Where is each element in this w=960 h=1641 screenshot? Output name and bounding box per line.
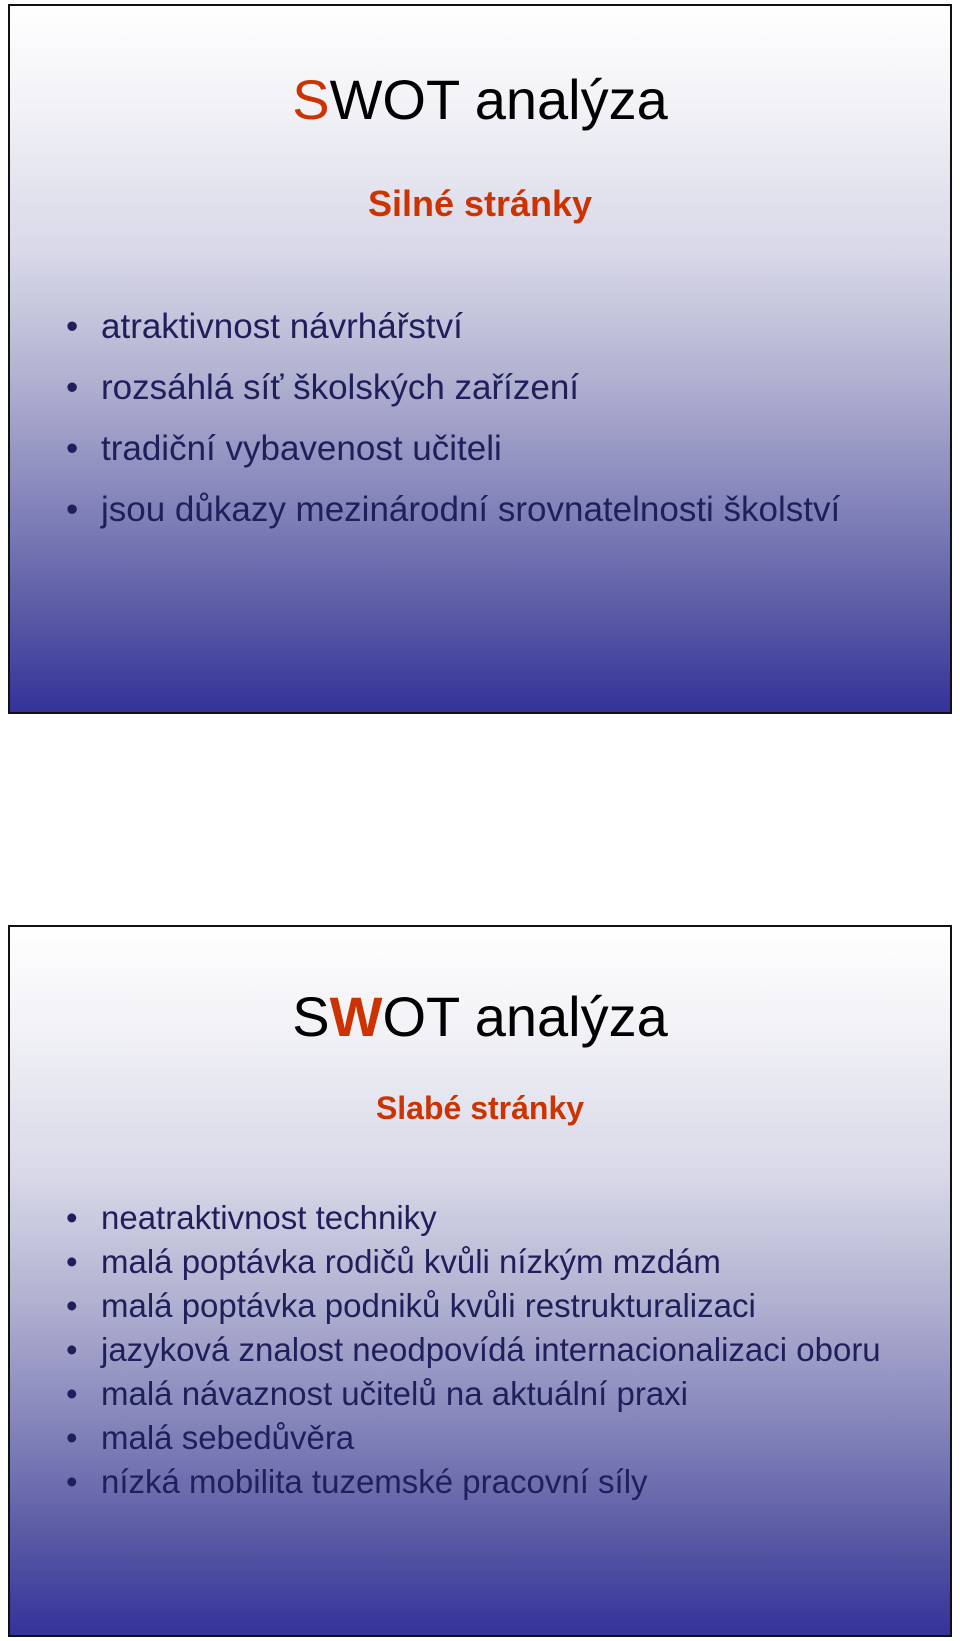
title-accent-letter: S — [292, 68, 330, 131]
slide-strengths — [8, 4, 952, 714]
list-item-text: jsou důkazy mezinárodní srovnatelnosti školství — [101, 490, 841, 529]
bullet-icon: • — [66, 1199, 78, 1236]
list-item — [66, 1199, 910, 1236]
list-item — [66, 428, 910, 470]
bullet-icon: • — [66, 1243, 78, 1280]
list-item — [66, 306, 910, 348]
bullet-icon: • — [66, 368, 79, 407]
list-item-text: malá poptávka podniků kvůli restrukturalizaci — [101, 1287, 756, 1324]
list-item — [66, 1463, 910, 1500]
list-item-text: neatraktivnost techniky — [101, 1199, 437, 1236]
title-rest: WOT analýza — [329, 68, 668, 131]
bullet-icon: • — [66, 429, 79, 468]
list-item — [66, 1287, 910, 1324]
bullet-icon: • — [66, 307, 79, 346]
list-item — [66, 1331, 910, 1368]
slide-title — [10, 985, 950, 1048]
bullet-list — [66, 1199, 910, 1507]
bullet-list — [66, 306, 910, 550]
bullet-icon: • — [66, 1375, 78, 1412]
bullet-icon: • — [66, 490, 79, 529]
title-rest: OT analýza — [382, 985, 668, 1048]
list-item-text: malá návaznost učitelů na aktuální praxi — [101, 1375, 689, 1412]
list-item — [66, 1375, 910, 1412]
list-item — [66, 367, 910, 409]
list-item-text: atraktivnost návrhářství — [101, 307, 463, 346]
list-item — [66, 1419, 910, 1456]
bullet-icon: • — [66, 1331, 78, 1368]
list-item-text: malá poptávka rodičů kvůli nízkým mzdám — [101, 1243, 721, 1280]
list-item-text: rozsáhlá síť školských zařízení — [101, 368, 580, 407]
title-accent-letter: W — [329, 985, 383, 1048]
bullet-icon: • — [66, 1419, 78, 1456]
slide-weaknesses — [8, 925, 952, 1637]
slide-subtitle: Silné stránky — [367, 183, 593, 224]
bullet-icon: • — [66, 1287, 78, 1324]
list-item — [66, 489, 910, 531]
list-item-text: malá sebedůvěra — [101, 1419, 355, 1456]
bullet-icon: • — [66, 1463, 78, 1500]
slide-title — [10, 68, 950, 131]
list-item — [66, 1243, 910, 1280]
list-item-text: tradiční vybavenost učiteli — [101, 429, 502, 468]
title-first-letter: S — [292, 985, 330, 1048]
list-item-text: nízká mobilita tuzemské pracovní síly — [101, 1463, 648, 1500]
slide-subtitle: Slabé stránky — [375, 1090, 585, 1126]
list-item-text: jazyková znalost neodpovídá internacionalizaci oboru — [101, 1331, 881, 1368]
